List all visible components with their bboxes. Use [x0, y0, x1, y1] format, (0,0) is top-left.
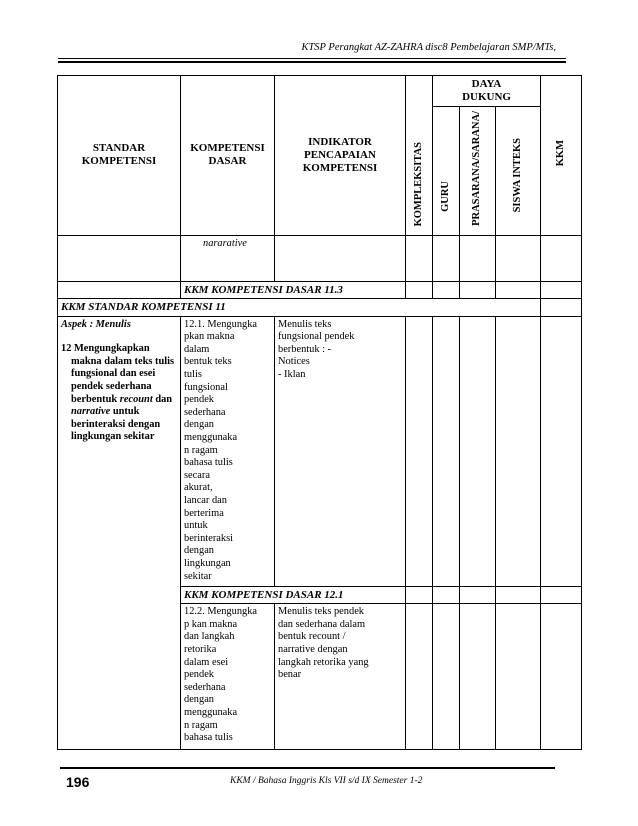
- cell-empty: [460, 316, 496, 586]
- sk-text-a: Mengungkapkan makna dalam teks tulis fungsional dan esei pendek sederhana berbentuk: [71, 343, 175, 405]
- page-footer: [0, 760, 638, 826]
- cell-empty: [433, 586, 460, 604]
- cell-empty: [541, 235, 582, 281]
- cell-empty: [541, 604, 582, 750]
- kkm-sk-11: KKM STANDAR KOMPETENSI 11: [58, 299, 541, 317]
- page-number: 196: [66, 774, 90, 790]
- sk-12-text: [61, 343, 177, 444]
- aspek-label: Aspek : Menulis: [61, 318, 131, 330]
- cell-empty: [275, 235, 406, 281]
- kkm-kd-12-1: KKM KOMPETENSI DASAR 12.1: [181, 586, 406, 604]
- header-rule: [58, 58, 566, 59]
- cell-empty: [433, 316, 460, 586]
- cell-empty: [541, 316, 582, 586]
- sk-number: 12: [61, 343, 74, 355]
- header-prasarana-label: PRASARANA/SARANA/: [471, 111, 483, 226]
- cell-empty: [433, 235, 460, 281]
- cell-empty: [406, 586, 433, 604]
- standar-kompetensi-12: [58, 316, 181, 750]
- cell-empty: [460, 281, 496, 299]
- cell-empty: [433, 604, 460, 750]
- sk-text-c: untuk berinteraksi dengan lingkungan sekitar: [71, 406, 161, 443]
- header-kompleksitas: [406, 76, 433, 236]
- cell-empty: [541, 281, 582, 299]
- cell-empty: [433, 281, 460, 299]
- kd-12-1: 12.1. Mengungka pkan makna dalam bentuk teks tulis fungsional pendek sederhana dengan menggunaka n ragam bahasa tulis secara akurat, lancar dan berterima untuk berinteraksi dengan lingkungan sekitar: [181, 316, 275, 586]
- cell-empty: [496, 604, 541, 750]
- header-kkm: [541, 76, 582, 236]
- cell-empty: [58, 281, 181, 299]
- header-siswa-label: SISWA INTEKS: [511, 137, 523, 212]
- header-kompleksitas-label: KOMPLEKSITAS: [412, 141, 424, 226]
- header-standar-kompetensi: STANDAR KOMPETENSI: [58, 76, 181, 236]
- sk-recount: recount: [119, 393, 153, 405]
- carry-over-kd: nararative: [181, 235, 275, 281]
- header-kompetensi-dasar: KOMPETENSI DASAR: [181, 76, 275, 236]
- kkm-table: [57, 75, 582, 750]
- running-title: KTSP Perangkat AZ-ZAHRA disc8 Pembelajaran SMP/MTs,: [301, 42, 556, 53]
- cell-empty: [460, 235, 496, 281]
- running-footer: KKM / Bahasa Inggris Kls VII s/d IX Semester 1-2: [230, 776, 423, 786]
- sk-narrative: narrative: [71, 406, 111, 418]
- cell-empty: [496, 281, 541, 299]
- cell-empty: [406, 281, 433, 299]
- cell-empty: [58, 235, 181, 281]
- header-guru-label: GURU: [439, 181, 451, 212]
- header-siswa-inteks: [496, 107, 541, 236]
- page-header: [0, 0, 638, 60]
- kkm-kd-11-3: KKM KOMPETENSI DASAR 11.3: [181, 281, 406, 299]
- header-prasarana: [460, 107, 496, 236]
- indikator-12-1: Menulis teks fungsional pendek berbentuk : - Notices - Iklan: [275, 316, 406, 586]
- cell-empty: [460, 604, 496, 750]
- header-indikator: INDIKATOR PENCAPAIAN KOMPETENSI: [275, 76, 406, 236]
- header-guru: [433, 107, 460, 236]
- cell-empty: [406, 235, 433, 281]
- cell-empty: [406, 604, 433, 750]
- cell-empty: [460, 586, 496, 604]
- cell-empty: [496, 316, 541, 586]
- cell-empty: [541, 586, 582, 604]
- header-kkm-label: KKM: [554, 139, 566, 167]
- indikator-12-2: Menulis teks pendek dan sederhana dalam bentuk recount / narrative dengan langkah retorika yang benar: [275, 604, 406, 750]
- kd-12-2: 12.2. Mengungka p kan makna dan langkah retorika dalam esei pendek sederhana dengan menggunaka n ragam bahasa tulis: [181, 604, 275, 750]
- footer-rule: [60, 767, 555, 769]
- cell-empty: [496, 235, 541, 281]
- cell-empty: [496, 586, 541, 604]
- cell-empty: [406, 316, 433, 586]
- header-rule-thick: [58, 61, 566, 63]
- sk-text-b: dan: [152, 393, 173, 405]
- cell-empty: [541, 299, 582, 317]
- header-daya-dukung: DAYA DUKUNG: [433, 76, 541, 107]
